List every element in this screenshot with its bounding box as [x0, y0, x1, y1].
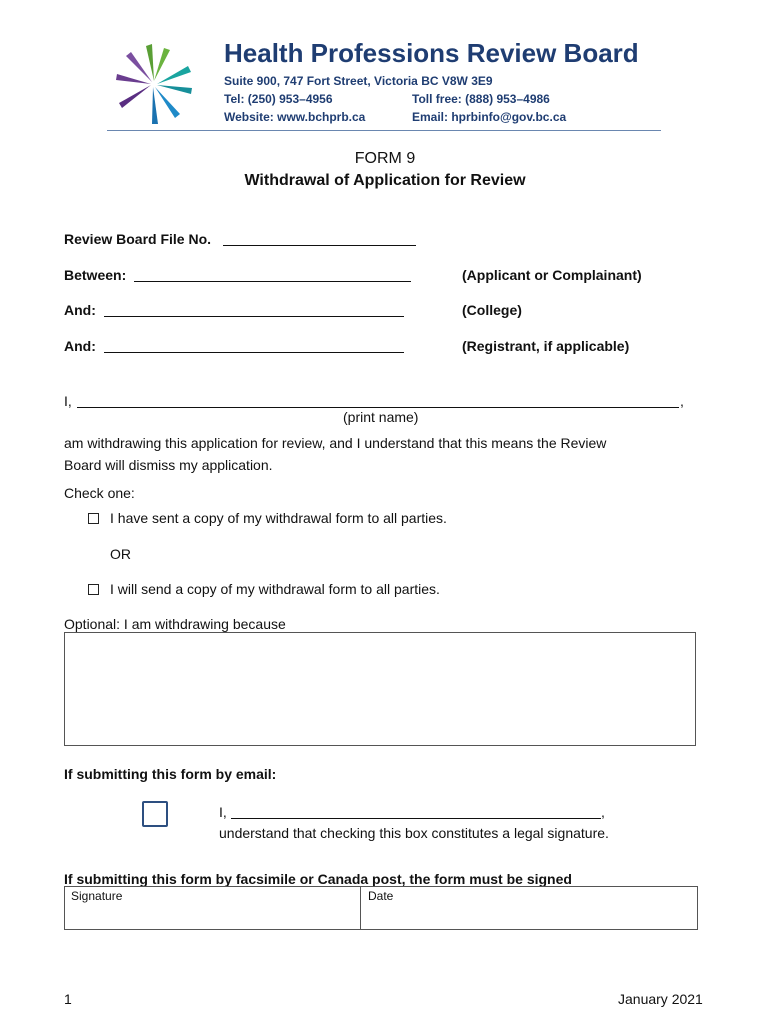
between-field[interactable]	[134, 281, 411, 282]
org-address: Suite 900, 747 Fort Street, Victoria BC V8W 3E9	[224, 74, 493, 88]
email-line-suffix: ,	[601, 804, 605, 820]
statement-prefix: I,	[64, 393, 72, 409]
org-email[interactable]: Email: hprbinfo@gov.bc.ca	[412, 110, 567, 124]
email-section-heading: If submitting this form by email:	[64, 766, 277, 782]
form-title: Withdrawal of Application for Review	[244, 172, 526, 189]
signature-table-divider	[360, 886, 361, 930]
between-role: (Applicant or Complainant)	[462, 267, 642, 283]
college-field[interactable]	[104, 316, 404, 317]
statement-line-2: Board will dismiss my application.	[64, 457, 273, 473]
optional-reason-textarea[interactable]	[64, 632, 696, 746]
registrant-role: (Registrant, if applicable)	[462, 338, 630, 354]
statement-line-1: am withdrawing this application for review, and I understand that this means the Review	[64, 435, 607, 451]
or-label: OR	[110, 546, 131, 562]
pinwheel-logo-icon	[112, 42, 196, 126]
org-name: Health Professions Review Board	[224, 38, 639, 68]
org-toll-free: Toll free: (888) 953–4986	[412, 92, 550, 106]
college-role: (College)	[462, 302, 522, 318]
sent-copy-label: I have sent a copy of my withdrawal form to all parties.	[110, 510, 447, 526]
statement-suffix: ,	[680, 393, 684, 409]
will-send-checkbox[interactable]	[88, 584, 99, 595]
org-website[interactable]: Website: www.bchprb.ca	[224, 110, 366, 124]
print-name-field[interactable]	[77, 407, 679, 408]
check-one-heading: Check one:	[64, 485, 135, 501]
registrant-field[interactable]	[104, 352, 404, 353]
org-tel: Tel: (250) 953–4956	[224, 92, 333, 106]
print-name-caption: (print name)	[343, 409, 419, 425]
sent-copy-checkbox[interactable]	[88, 513, 99, 524]
footer-date: January 2021	[618, 991, 703, 1007]
optional-reason-label: Optional: I am withdrawing because	[64, 616, 286, 632]
page-number: 1	[64, 991, 72, 1007]
and-college-label: And:	[64, 302, 96, 318]
post-section-heading: If submitting this form by facsimile or Canada post, the form must be signed	[64, 871, 572, 887]
email-signature-note: understand that checking this box constitutes a legal signature.	[219, 825, 609, 841]
between-label: Between:	[64, 267, 127, 283]
signature-label: Signature	[71, 889, 123, 903]
header-divider	[107, 130, 661, 131]
and-registrant-label: And:	[64, 338, 96, 354]
signature-field[interactable]	[65, 903, 359, 929]
will-send-label: I will send a copy of my withdrawal form to all parties.	[110, 581, 440, 597]
email-line-prefix: I,	[219, 804, 227, 820]
file-no-field[interactable]	[223, 245, 416, 246]
date-label: Date	[368, 889, 394, 903]
email-name-field[interactable]	[231, 818, 601, 819]
file-no-label: Review Board File No.	[64, 231, 212, 247]
date-field[interactable]	[362, 903, 697, 929]
form-number: FORM 9	[354, 150, 416, 167]
email-signature-checkbox[interactable]	[142, 801, 168, 827]
